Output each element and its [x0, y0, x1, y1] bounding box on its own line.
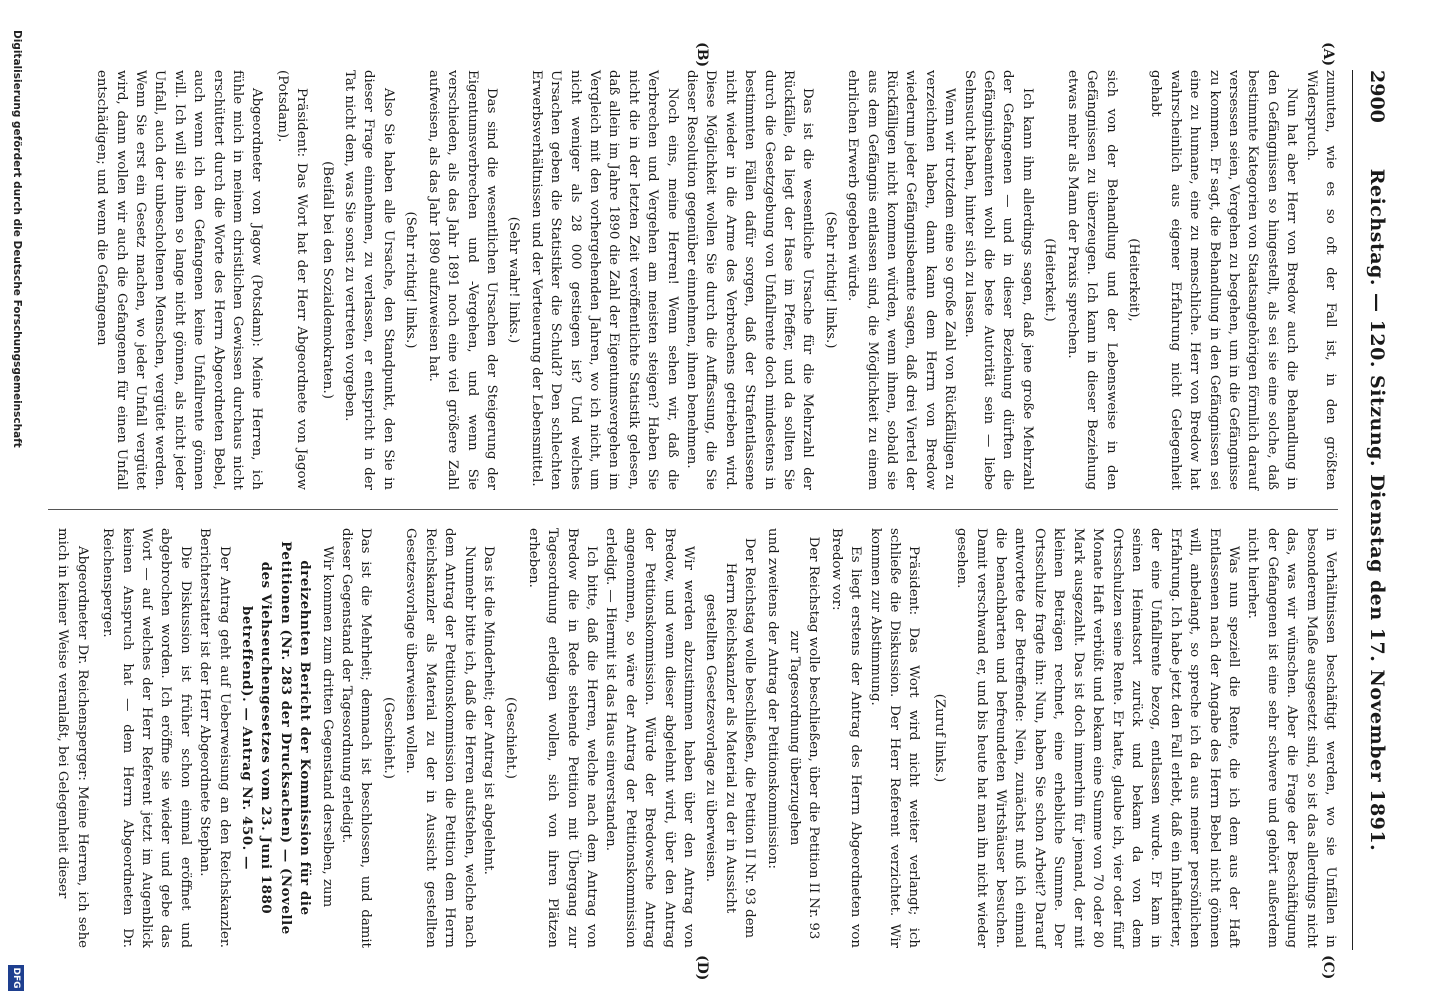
interjection: (Geschieht.) [503, 697, 519, 779]
margin-mark-c: (C) [1320, 955, 1336, 980]
paragraph: Das ist die Mehrheit; demnach ist beschlossen, und damit dieser Gegenstand der Tagesordnung erledigt. [339, 528, 374, 948]
paragraph: Also Sie haben alle Ursache, den Standpunkt, den Sie in dieser Frage einnehmen, zu verlassen, er entspricht in der Tat nicht dem, was Sie sonst zu vertreten vorgeben. [342, 70, 396, 490]
header-rule [1352, 70, 1353, 950]
paragraph: Wenn wir trotzdem eine so große Zahl von Rückfälligen zu verzeichnen haben, dann kann dem Herrn von Bredow wiederum jeder Gefängnisbeamte sagen, daß drei Viertel der Rückfälligen nicht kommen würden, wenn ihnen, sobald sie aus dem Gefängnis entlassen sind, die Möglichkeit zu einem ehrlichen Erwerb gegeben würde. [845, 70, 958, 490]
interjection: (Geschieht.) [380, 697, 396, 779]
interjection: (Heiterkeit.) [1042, 238, 1058, 322]
interjection: (Sehr richtig! links.) [822, 211, 838, 349]
paragraph: Ich bitte, daß die Herren, welche nach dem Antrag von Bredow die in Rede stehende Petition mit Übergang zur Tagesordnung erledigen wollen, sich von ihren Plätzen erheben. [525, 528, 599, 948]
paragraph: Nun hat aber Herr von Bredow auch die Behandlung in den Gefängnissen so hingestellt, als sei sie eine solche, daß bestimmte Kategorien von Staatsangehörigen förmlich darauf versessen seien, Vergehen zu begehen, um in die Gefängnisse zu kommen. Er sagt, die Behandlung in den Gefängnissen sei eine zu humane, eine zu menschliche. Herr von Bredow hat wahrscheinlich aus eigener Erfahrung nicht Gelegenheit gehabt [1148, 70, 1300, 490]
page-title: Reichstag. — 120. Sitzung. Dienstag den 17. November 1891. [1366, 168, 1388, 852]
left-column [92, 70, 1340, 490]
paragraph: Nunmehr bitte ich, daß die Herren aufstehen, welche nach dem Antrag der Petitionskommission die Petition dem Herrn Reichskanzler als Material zu der in Aussicht gestellten Gesetzesvorlage überweisen wollen. [403, 528, 477, 948]
paragraph: Wir werden abzustimmen haben über den Antrag von Bredow, und wenn dieser abgelehnt wird, über den Antrag der Petitionskommission. Würde der Bredowsche Antrag angenommen, so wäre der Antrag der Petitionskommission erledigt. — Hiermit ist das Haus einverstanden. [603, 528, 696, 948]
speaker-paragraph: Abgeordneter von Jagow (Potsdam): Meine Herren, ich fühle mich in meinem christlichen Gewissen durchaus nicht erschüttert durch die Worte des Herrn Abgeordneten Bebel, auch wenn ich den Gefangenen keine Unfallrente gönnen will. Ich will sie ihnen so lange nicht gönnen, als nicht jeder Unfall, auch der unbescholtenen Menschen, vergütet werden. Wenn Sie erst ein Gesetz machen, wo jeder Unfall vergütet wird, dann wollen wir auch die Gefangenen für einen Unfall entschädigen; und wenn die Gefangenen [94, 70, 265, 490]
paragraph: sich von der Behandlung und der Lebensweise in den Gefängnissen zu überzeugen. Ich kann in dieser Beziehung etwas mehr als Mann der Praxis sprechen. [1064, 70, 1119, 490]
column-divider [48, 509, 1338, 510]
paragraph: Noch eins, meine Herren! Wenn sehen wir, daß die Verbrechen und Vergehen am meisten steigen? Haben Sie nicht die in der letzten Zeit veröffentlichte Statistik gelesen, daß allein im Jahre 1890 die Zahl der Eigentumsvergehen im Vergleich mit den vorhergehenden Jahren, wo ich nicht, um nicht weniger als 28 000 gestiegen ist? Und welches Ursachen geben die Statistiker die Schuld? Den schlechten Erwerbsverhältnissen und der Verteuerung der Lebensmittel. [528, 70, 680, 490]
paragraph: Es liegt erstens der Antrag des Herrn Abgeordneten von Bredow vor: [828, 528, 864, 948]
paragraph: in Verhältnissen beschäftigt werden, wo sie Unfällen in besonderem Maße ausgesetzt sind, so ist das allerdings nicht das, was wir wünschen. Aber die Frage der Beschäftigung der Gefangenen ist eine sehr schwere und gehört außerdem nicht hierher. [1245, 528, 1338, 948]
interjection: (Beifall bei den Sozialdemokraten.) [319, 161, 335, 399]
paragraph: und zweitens der Antrag der Petitionskommission: [764, 528, 780, 869]
interjection: (Sehr wahr! links.) [506, 216, 522, 344]
margin-mark-a: (A) [1320, 42, 1336, 67]
paragraph: Der Antrag geht auf Ueberweisung an den Reichskanzler. Berichterstatter ist der Herr Abgeordnete Stephan. [197, 528, 232, 948]
right-column [53, 528, 1340, 948]
paragraph: zumuten, wie es so oft der Fall ist, in den größten Widerspruch. [1303, 70, 1338, 490]
paragraph: Das ist die Minderheit; der Antrag ist abgelehnt. [480, 546, 496, 875]
interjection: (Sehr richtig! links.) [403, 211, 419, 349]
agenda-item-title: dreizehnten Bericht der Kommission für die Petitionen (Nr. 283 der Drucksachen) — (Novelle des Viehseuchengesetzes vom 23. Juni 1880 betreffend). — Antrag Nr. 450. — [239, 541, 313, 935]
motion-text: Der Reichstag wolle beschließen, über die Petition II Nr. 93 zur Tagesordnung überzugehen [787, 536, 822, 940]
page-number: 2900 [1366, 70, 1388, 123]
motion-text: Der Reichstag wolle beschließen, die Petition II Nr. 93 dem Herrn Reichskanzler als Material zu der in Aussicht gestellten Gesetzesvorlage zu überweisen. [703, 537, 758, 939]
footer-credit: Digitalisierung gefördert durch die Deutsche Forschungsgemeinschaft [11, 30, 23, 448]
margin-mark-d: (D) [694, 955, 710, 981]
interjection: (Zuruf links.) [931, 693, 947, 783]
digitization-footer [0, 0, 30, 1000]
speaker-paragraph: Abgeordneter Dr. Reichensperger: Meine Herren, ich sehe mich in keiner Weise veranlaßt, bei Gelegenheit dieser [55, 528, 90, 948]
paragraph: Ich kann ihm allerdings sagen, daß jene große Mehrzahl der Gefangenen — und in dieser Beziehung dürften die Gefängnisbeamten wohl die beste Autorität sein — liebe Sehnsucht haben, hinter sich zu lassen. [961, 70, 1035, 490]
page-header [1352, 70, 1388, 950]
margin-mark-b: (B) [694, 42, 710, 68]
paragraph: Die Diskussion ist früher schon einmal eröffnet und abgebrochen worden. Ich eröffne sie wieder und gebe das Wort — auf welches der Herr Referent jetzt im Augenblick keinen Anspruch hat — dem Herrn Abgeordneten Dr. Reichensperger. [100, 528, 193, 948]
interjection: (Heiterkeit), [1125, 238, 1141, 322]
paragraph: Was nun speziell die Rente, die ich dem aus der Haft Entlassenen nach der Angabe des Herrn Bebel nicht gönnen will, anbelangt, so spreche ich da aus meiner persönlichen Erfahrung. Ich habe jetzt den Fall erlebt, daß ein Inhaftierter, der eine Unfallrente bezog, entlassen wurde. Er kam in seinen Heimatsort zurück und bekam da von dem Ortsschulzen seine Rente. Er hatte, glaube ich, vier oder fünf Monate Haft verbüßt und bekam eine Summe von 70 oder 80 Mark ausgezahlt. Das ist doch immerhin für jemand, der mit kleinen Beträgen rechnet, eine erhebliche Summe. Der Ortsschulze fragte ihn: Nun, haben Sie schon Arbeit? Darauf antwortete der Betreffende: Nein, zunächst muß ich einmal die benachbarten und befreundeten Wirtshäuser besuchen. Damit verschwand er, und bis heute hat man ihn nicht wieder gesehen. [954, 528, 1241, 948]
dfg-logo: DFG [8, 965, 24, 991]
paragraph: Das sind die wesentlichen Ursachen der Steigerung der Eigentumsverbrechen und -Vergehen, und wenn Sie verschieden, als das Jahr 1891 noch eine viel größere Zahl aufweisen, als das Jahr 1890 aufzuweisen hat. [425, 70, 499, 490]
speaker-paragraph: Präsident: Das Wort hat der Herr Abgeordnete von Jagow (Potsdam). [274, 70, 310, 490]
speaker-paragraph: Präsident: Das Wort wird nicht weiter verlangt; ich schließe die Diskussion. Der Herr Referent verzichtet. Wir kommen zur Abstimmung. [867, 528, 922, 948]
paragraph: Das ist die wesentliche Ursache für die Mehrzahl der Rückfälle, da liegt der Hase im Pfeffer, und da sollten Sie durch die Gesetzgebung von Unfallrente doch mindestens in bestimmten Fällen dafür sorgen, daß der Strafentlassene nicht wieder in die Arme des Verbrechens getrieben wird. Diese Möglichkeit wollen Sie durch die Auffassung, die Sie dieser Resolution gegenüber einnehmen, ihnen benehmen. [684, 70, 816, 490]
paragraph: Wir kommen zum dritten Gegenstand derselben, zum [319, 546, 335, 908]
